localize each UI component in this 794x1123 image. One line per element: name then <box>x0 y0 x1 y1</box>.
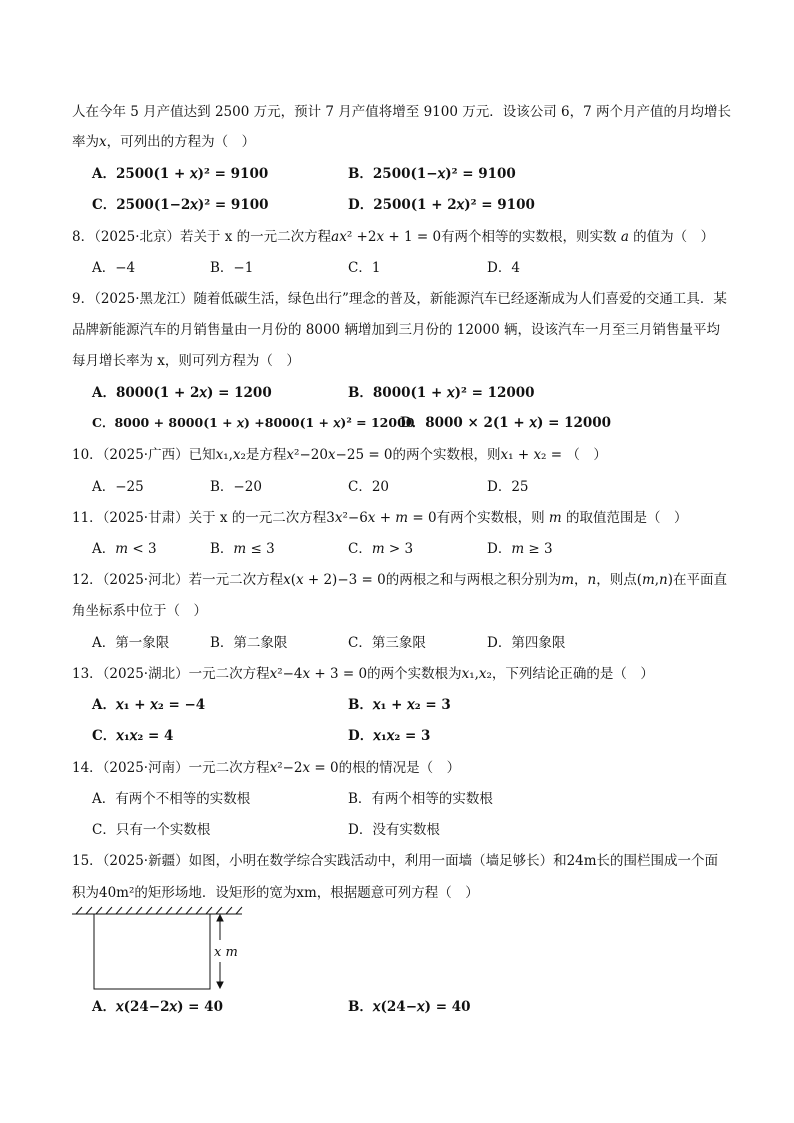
question-13-text-line1: 13．（2025·湖北）一元二次方程𝑥²−4𝑥 + 3 = 0的两个实数根为𝑥₁,𝑥₂，下列结论正确的是（ ） <box>72 666 654 682</box>
question-11-option-c: C．𝑚 > 3 <box>348 541 414 557</box>
question-11-option-a: A．𝑚 < 3 <box>92 541 157 557</box>
question-12-option-d: D．第四象限 <box>487 635 566 651</box>
question-9-option-d: D．8000 × 2(1 + 𝑥) = 12000 <box>400 415 612 431</box>
question-8-option-d: D．4 <box>487 260 520 276</box>
wall-hatching <box>72 907 242 914</box>
question-10-option-a: A．−25 <box>92 479 144 495</box>
width-label: x m <box>214 945 238 960</box>
question-8-option-a: A．−4 <box>92 260 136 276</box>
question-14-option-c: C．只有一个实数根 <box>92 822 211 838</box>
question-14-text-line1: 14．（2025·河南）一元二次方程𝑥²−2𝑥 = 0的根的情况是（ ） <box>72 760 461 776</box>
question-14-option-b: B．有两个相等的实数根 <box>348 791 493 807</box>
question-7-option-b: B．2500(1−𝑥)² = 9100 <box>348 166 516 182</box>
question-15-option-b: B．𝑥(24−𝑥) = 40 <box>348 999 471 1015</box>
question-15-option-a: A．𝑥(24−2𝑥) = 40 <box>92 999 223 1015</box>
question-10-option-d: D．25 <box>487 479 529 495</box>
question-11-option-d: D．𝑚 ≥ 3 <box>487 541 553 557</box>
question-15-text-line2: 积为40m²的矩形场地．设矩形的宽为xm，根据题意可列方程（ ） <box>72 885 479 901</box>
question-14-option-a: A．有两个不相等的实数根 <box>92 791 251 807</box>
question-7-option-d: D．2500(1 + 2𝑥)² = 9100 <box>348 197 535 213</box>
fence-rectangle <box>94 914 210 989</box>
question-7-text-line2: 率为𝑥，可列出的方程为（ ） <box>72 134 256 150</box>
question-9-text-line1: 9．（2025·黑龙江）随着低碳生活，绿色出行”理念的普及，新能源汽车已经逐渐成为人们喜爱的交通工具．某 <box>72 291 727 307</box>
question-7-option-a: A．2500(1 + 𝑥)² = 9100 <box>92 166 269 182</box>
question-10-option-c: C．20 <box>348 479 390 495</box>
question-13-option-b: B．𝑥₁ + 𝑥₂ = 3 <box>348 697 451 713</box>
question-9-option-b: B．8000(1 + 𝑥)² = 12000 <box>348 385 535 401</box>
wall-fence-rectangle-figure <box>72 906 272 991</box>
question-13-option-a: A．𝑥₁ + 𝑥₂ = −4 <box>92 697 206 713</box>
question-9-text-line3: 每月增长率为 x，则可列方程为（ ） <box>72 353 300 369</box>
question-12-option-a: A．第一象限 <box>92 635 170 651</box>
question-13-option-d: D．𝑥₁𝑥₂ = 3 <box>348 728 431 744</box>
question-12-text-line2: 角坐标系中位于（ ） <box>72 603 207 619</box>
question-12-option-c: C．第三象限 <box>348 635 426 651</box>
question-12-option-b: B．第二象限 <box>210 635 288 651</box>
question-11-option-b: B．𝑚 ≤ 3 <box>210 541 275 557</box>
question-11-text-line1: 11．（2025·甘肃）关于 x 的一元二次方程3𝑥²−6𝑥 + 𝑚 = 0有两个实数根，则 𝑚 的取值范围是（ ） <box>72 510 688 526</box>
question-10-option-b: B．−20 <box>210 479 262 495</box>
question-8-option-b: B．−1 <box>210 260 254 276</box>
question-15-text-line1: 15．（2025·新疆）如图，小明在数学综合实践活动中，利用一面墙（墙足够长）和24m长的围栏围成一个面 <box>72 853 719 869</box>
question-14-option-d: D．没有实数根 <box>348 822 440 838</box>
question-13-option-c: C．𝑥₁𝑥₂ = 4 <box>92 728 174 744</box>
question-9-text-line2: 品牌新能源汽车的月销售量由一月份的 8000 辆增加到三月份的 12000 辆，设该汽车一月至三月销售量平均 <box>72 322 720 338</box>
question-10-text-line1: 10．（2025·广西）已知𝑥₁,𝑥₂是方程𝑥²−20𝑥−25 = 0的两个实数根，则𝑥₁ + 𝑥₂ = （ ） <box>72 447 607 463</box>
question-12-text-line1: 12．（2025·河北）若一元二次方程𝑥(𝑥 + 2)−3 = 0的两根之和与两根之积分别为𝑚，𝑛，则点(𝑚,𝑛)在平面直 <box>72 572 728 588</box>
question-8-option-c: C．1 <box>348 260 381 276</box>
question-8-text-line1: 8．（2025·北京）若关于 x 的一元二次方程𝑎𝑥² +2𝑥 + 1 = 0有两个相等的实数根，则实数 𝑎 的值为（ ） <box>72 229 715 245</box>
question-7-option-c: C．2500(1−2𝑥)² = 9100 <box>92 197 269 213</box>
question-9-option-c: C．8000 + 8000(1 + 𝑥) +8000(1 + 𝑥)² = 12000 <box>92 415 415 430</box>
question-7-text-line1: 人在今年 5 月产值达到 2500 万元，预计 7 月产值将增至 9100 万元．设该公司 6，7 两个月产值的月均增长 <box>72 104 731 120</box>
question-9-option-a: A．8000(1 + 2𝑥) = 1200 <box>92 385 272 401</box>
